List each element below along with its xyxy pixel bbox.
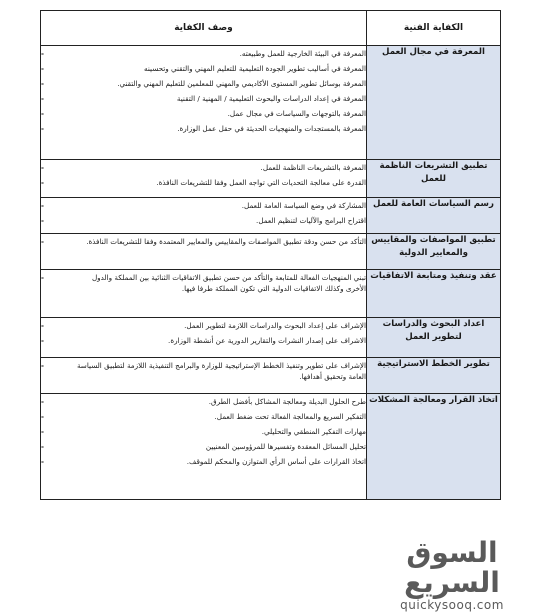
- list-item-text: الإشراف على تطوير وتنفيذ الخطط الإستراتيجية للوزارة والبرامج التنفيذية اللازمة لتطبيق السياسة العامة وتحقيق أهدافها.: [76, 361, 366, 381]
- competency-description: [41, 160, 367, 198]
- table-row: [41, 318, 501, 358]
- bullet-dash: -: [41, 178, 44, 187]
- description-list: [41, 234, 366, 249]
- bullet-dash: -: [41, 94, 44, 103]
- bullet-dash: -: [41, 79, 44, 88]
- list-item-text: التأكد من حسن ودقة تطبيق المواصفات والمقاييس والمعايير المعتمدة وفقا للتشريعات النافذة.: [86, 237, 366, 246]
- list-item-text: التفكير السريع والمعالجة الفعالة تحت ضغط العمل.: [214, 412, 366, 421]
- bullet-dash: -: [41, 163, 44, 172]
- list-item: [41, 106, 366, 121]
- bullet-dash: -: [41, 64, 44, 73]
- site-watermark: [372, 538, 532, 612]
- list-item: [41, 318, 366, 333]
- competency-name: اتخاذ القرار ومعالجة المشكلات: [367, 394, 501, 500]
- list-item: [41, 333, 366, 348]
- list-item: [41, 409, 366, 424]
- list-item-text: تحليل المسائل المعقدة وتفسيرها للمرؤوسين المعنيين: [205, 442, 366, 451]
- competency-name: المعرفة في مجال العمل: [367, 46, 501, 160]
- bullet-dash: -: [41, 49, 44, 58]
- list-item-text: المشاركة في وضع السياسة العامة للعمل.: [241, 201, 366, 210]
- bullet-dash: -: [41, 427, 44, 436]
- list-item: [41, 454, 366, 469]
- bullet-dash: -: [41, 273, 44, 282]
- list-item: [41, 46, 366, 61]
- list-item-text: اتخاذ القرارات على أساس الرأي المتوازن والمحكم للموقف.: [186, 457, 366, 466]
- table-row: [41, 394, 501, 500]
- bullet-dash: -: [41, 201, 44, 210]
- header-competency: الكفاية الفنية: [367, 11, 501, 46]
- list-item-text: المعرفة بالتوجهات والسياسات في مجال عمل.: [227, 109, 366, 118]
- list-item-text: المعرفة في البيئة الخارجية للعمل وطبيعته.: [239, 49, 366, 58]
- list-item: [41, 213, 366, 228]
- list-item-text: الاشراف على إصدار النشرات والتقارير الدورية عن أنشطة الوزارة.: [168, 336, 366, 345]
- competency-description: [41, 234, 367, 270]
- list-item: [41, 160, 366, 175]
- bullet-dash: -: [41, 124, 44, 133]
- competency-name: تطبيق المواصفات والمقاييس والمعايير الدولية: [367, 234, 501, 270]
- competency-description: [41, 270, 367, 318]
- list-item: [41, 270, 366, 296]
- list-item-text: الإشراف على إعداد البحوث والدراسات اللازمة لتطوير العمل.: [184, 321, 366, 330]
- bullet-dash: -: [41, 397, 44, 406]
- table-row: [41, 270, 501, 318]
- list-item-text: تبني المنهجيات الفعالة للمتابعة والتأكد من حسن تطبيق الاتفاقيات الثنائية بين المملكة والدول الأخرى وكذلك الاتفاقيات الدولية التي تكون المملكة طرفا فيها.: [91, 273, 366, 293]
- table-row: [41, 160, 501, 198]
- competency-description: [41, 358, 367, 394]
- competency-document: [40, 10, 500, 500]
- list-item: [41, 198, 366, 213]
- list-item-text: المعرفة في أساليب تطوير الجودة التعليمية للتعليم المهني والتقني وتحسينه: [144, 64, 366, 73]
- bullet-dash: -: [41, 336, 44, 345]
- list-item-text: مهارات التفكير المنطقي والتحليلي.: [261, 427, 366, 436]
- bullet-dash: -: [41, 457, 44, 466]
- list-item: [41, 76, 366, 91]
- list-item: [41, 121, 366, 136]
- description-list: [41, 198, 366, 228]
- competency-name: تطوير الخطط الاستراتيجية: [367, 358, 501, 394]
- bullet-dash: -: [41, 109, 44, 118]
- list-item-text: القدرة على معالجة التحديات التي تواجه العمل وفقا للتشريعات النافذة.: [156, 178, 366, 187]
- competency-name: تطبيق التشريعات الناظمة للعمل: [367, 160, 501, 198]
- list-item: [41, 175, 366, 190]
- list-item-text: المعرفة بوسائل تطوير المستوى الأكاديمي والمهني للمعلمين للتعليم المهني والتقني.: [117, 79, 366, 88]
- list-item-text: المعرفة بالمستجدات والمنهجيات الحديثة في حقل عمل الوزارة.: [177, 124, 366, 133]
- bullet-dash: -: [41, 412, 44, 421]
- bullet-dash: -: [41, 442, 44, 451]
- list-item: [41, 394, 366, 409]
- watermark-arabic: السوق السريع: [404, 536, 500, 599]
- watermark-latin: quickysooq.com: [400, 598, 504, 612]
- competency-description: [41, 318, 367, 358]
- table-row: [41, 46, 501, 160]
- list-item: [41, 234, 366, 249]
- table-row: [41, 234, 501, 270]
- bullet-dash: -: [41, 321, 44, 330]
- competency-name: رسم السياسات العامة للعمل: [367, 198, 501, 234]
- list-item: [41, 424, 366, 439]
- competency-description: [41, 198, 367, 234]
- list-item: [41, 61, 366, 76]
- header-description: وصف الكفاية: [41, 11, 367, 46]
- list-item: [41, 439, 366, 454]
- description-list: [41, 160, 366, 190]
- description-list: [41, 394, 366, 469]
- list-item: [41, 91, 366, 106]
- competency-description: [41, 46, 367, 160]
- description-list: [41, 358, 366, 384]
- competency-name: عقد وتنفيذ ومتابعة الاتفاقيات: [367, 270, 501, 318]
- list-item-text: اقتراح البرامج والآليات لتنظيم العمل.: [256, 216, 366, 225]
- bullet-dash: -: [41, 361, 44, 370]
- table-row: [41, 198, 501, 234]
- list-item-text: طرح الحلول البديلة ومعالجة المشاكل بأفضل الطرق.: [208, 397, 366, 406]
- bullet-dash: -: [41, 216, 44, 225]
- table-header-row: [41, 11, 501, 46]
- description-list: [41, 318, 366, 348]
- bullet-dash: -: [41, 237, 44, 246]
- list-item: [41, 358, 366, 384]
- description-list: [41, 270, 366, 296]
- list-item-text: المعرفة بالتشريعات الناظمة للعمل.: [260, 163, 366, 172]
- competency-description: [41, 394, 367, 500]
- description-list: [41, 46, 366, 136]
- competency-table: [40, 10, 501, 500]
- table-row: [41, 358, 501, 394]
- competency-name: اعداد البحوث والدراسات لتطوير العمل: [367, 318, 501, 358]
- list-item-text: المعرفة في إعداد الدراسات والبحوث التعليمية / المهنية / التقنية: [176, 94, 366, 103]
